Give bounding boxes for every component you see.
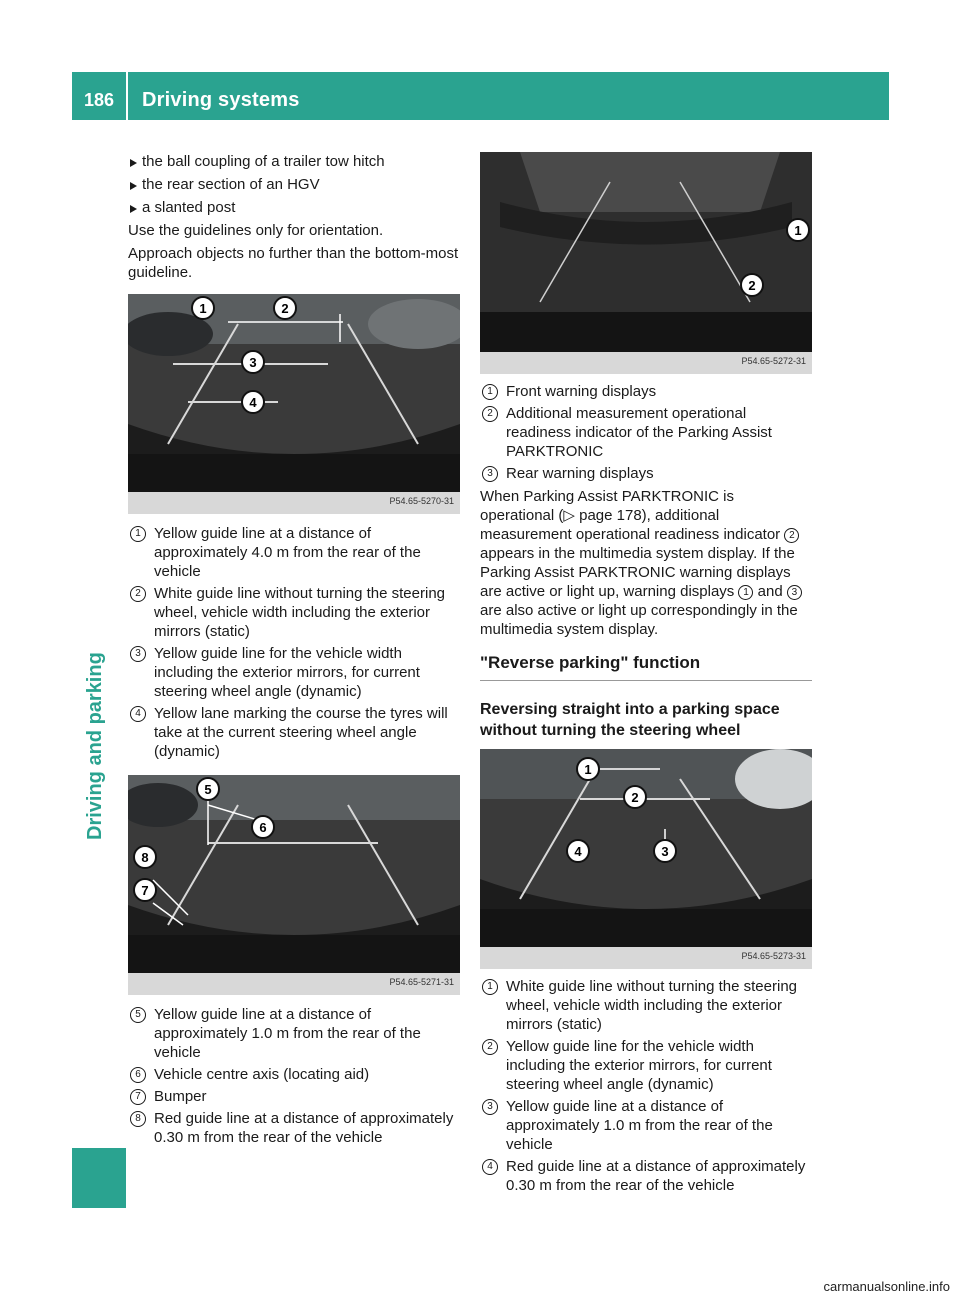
svg-text:2: 2: [748, 278, 756, 293]
figure-code: P54.65-5271-31: [389, 977, 454, 987]
footer-watermark: carmanualsonline.info: [823, 1279, 950, 1294]
legend-text: Additional measurement operational readiness indicator of the Parking Assist PARKTRONIC: [506, 405, 772, 460]
intro-text: Approach objects no further than the bottom-most guideline.: [128, 245, 459, 281]
para-text: When Parking Assist PARKTRONIC is operational (: [480, 488, 734, 524]
legend-number: 2: [130, 586, 146, 602]
page-ref-arrow-icon: ▷: [563, 507, 575, 524]
legend-text: Bumper: [154, 1088, 207, 1105]
legend-item: [128, 1087, 460, 1106]
svg-text:6: 6: [259, 820, 267, 835]
legend-item: [480, 1157, 812, 1195]
svg-text:2: 2: [631, 790, 639, 805]
legend-number: 8: [130, 1111, 146, 1127]
legend-item: [128, 524, 460, 581]
sidebar-marker: [72, 1148, 126, 1208]
legend-text: Yellow guide line at a distance of approximately 1.0 m from the rear of the vehicle: [506, 1098, 773, 1153]
svg-text:4: 4: [249, 395, 257, 410]
legend-number: 4: [482, 1159, 498, 1175]
svg-text:8: 8: [141, 850, 149, 865]
figure-code: P54.65-5273-31: [741, 951, 806, 961]
legend-text: Red guide line at a distance of approximately 0.30 m from the rear of the vehicle: [506, 1158, 806, 1194]
legend-item: [480, 977, 812, 1034]
bullet-item: the ball coupling of a trailer tow hitch: [128, 152, 460, 171]
legend-number: 7: [130, 1089, 146, 1105]
legend-number: 6: [130, 1067, 146, 1083]
svg-text:7: 7: [141, 883, 149, 898]
rear-view-camera-image: [128, 294, 460, 514]
svg-text:4: 4: [574, 844, 582, 859]
camera-figure-1: [128, 294, 460, 514]
legend-number: 2: [482, 1039, 498, 1055]
para-text: appears in the multimedia system display. If the Parking Assist PARKTRONIC warning displays are active or light up, warning displays: [480, 545, 795, 600]
camera-figure-3: [480, 152, 812, 374]
section-title: Driving systems: [142, 89, 300, 111]
legend-text: Yellow guide line at a distance of approximately 1.0 m from the rear of the vehicle: [154, 1006, 421, 1061]
svg-text:5: 5: [204, 782, 212, 797]
svg-text:3: 3: [661, 844, 669, 859]
legend-item: [480, 382, 812, 401]
left-column: [128, 152, 460, 1150]
function-heading: "Reverse parking" function: [480, 653, 812, 681]
legend-item: [480, 404, 812, 461]
legend-text: Yellow guide line at a distance of approximately 4.0 m from the rear of the vehicle: [154, 525, 421, 580]
legend-number: 3: [482, 1099, 498, 1115]
legend-number: 1: [482, 384, 498, 400]
legend-fig1: [128, 524, 460, 761]
function-subheading: Reversing straight into a parking space without turning the steering wheel: [480, 701, 780, 739]
legend-item: [128, 1065, 460, 1084]
camera-figure-4: [480, 749, 812, 969]
svg-text:1: 1: [584, 762, 592, 777]
parktronic-paragraph: [480, 487, 812, 639]
svg-text:1: 1: [199, 301, 207, 316]
header-bar: [72, 72, 889, 120]
inline-number: 1: [738, 585, 753, 600]
bullet-item: a slanted post: [128, 198, 460, 217]
page-number: 186: [72, 72, 128, 120]
legend-text: Vehicle centre axis (locating aid): [154, 1066, 370, 1083]
legend-item: [128, 1109, 460, 1147]
legend-number: 1: [130, 526, 146, 542]
sidebar-label: Driving and parking: [84, 652, 106, 840]
legend-item: [128, 584, 460, 641]
inline-number: 2: [784, 528, 799, 543]
reverse-parking-camera-image: [480, 749, 812, 969]
legend-text: Yellow guide line for the vehicle width including the exterior mirrors, for current steering wheel angle (dynamic): [154, 645, 420, 700]
legend-fig4: [480, 977, 812, 1195]
rear-view-camera-image: [128, 775, 460, 995]
para-text: are also active or light up correspondingly in the multimedia system display.: [480, 602, 798, 638]
legend-fig3: [480, 382, 812, 483]
bullet-item: the rear section of an HGV: [128, 175, 460, 194]
legend-item: [128, 704, 460, 761]
legend-number: 4: [130, 706, 146, 722]
right-column: [480, 152, 812, 1198]
legend-text: Front warning displays: [506, 383, 657, 400]
figure-code: P54.65-5270-31: [389, 496, 454, 506]
legend-item: [480, 1037, 812, 1094]
camera-figure-2: [128, 775, 460, 995]
legend-text: White guide line without turning the steering wheel, vehicle width including the exterior mirrors (static): [506, 978, 798, 1033]
legend-item: [480, 1097, 812, 1154]
legend-item: [480, 464, 812, 483]
para-text: and: [753, 583, 787, 600]
legend-text: Rear warning displays: [506, 465, 654, 482]
svg-text:3: 3: [249, 355, 257, 370]
legend-item: [128, 1005, 460, 1062]
intro-text: Use the guidelines only for orientation.: [128, 222, 384, 239]
legend-fig2: [128, 1005, 460, 1147]
inline-number: 3: [787, 585, 802, 600]
figure-code: P54.65-5272-31: [741, 356, 806, 366]
legend-text: Yellow guide line for the vehicle width including the exterior mirrors, for current steering wheel angle (dynamic): [506, 1038, 772, 1093]
para-text: page 178), additional measurement operational readiness indicator: [480, 507, 785, 543]
legend-item: [128, 644, 460, 701]
svg-text:1: 1: [794, 223, 802, 238]
legend-number: 3: [130, 646, 146, 662]
legend-number: 2: [482, 406, 498, 422]
legend-text: Yellow lane marking the course the tyres will take at the current steering wheel angle (dynamic): [154, 705, 448, 760]
legend-number: 5: [130, 1007, 146, 1023]
legend-text: Red guide line at a distance of approximately 0.30 m from the rear of the vehicle: [154, 1110, 454, 1146]
legend-number: 1: [482, 979, 498, 995]
svg-text:2: 2: [281, 301, 289, 316]
legend-text: White guide line without turning the steering wheel, vehicle width including the exterior mirrors (static): [154, 585, 446, 640]
parktronic-camera-image: [480, 152, 812, 374]
legend-number: 3: [482, 466, 498, 482]
